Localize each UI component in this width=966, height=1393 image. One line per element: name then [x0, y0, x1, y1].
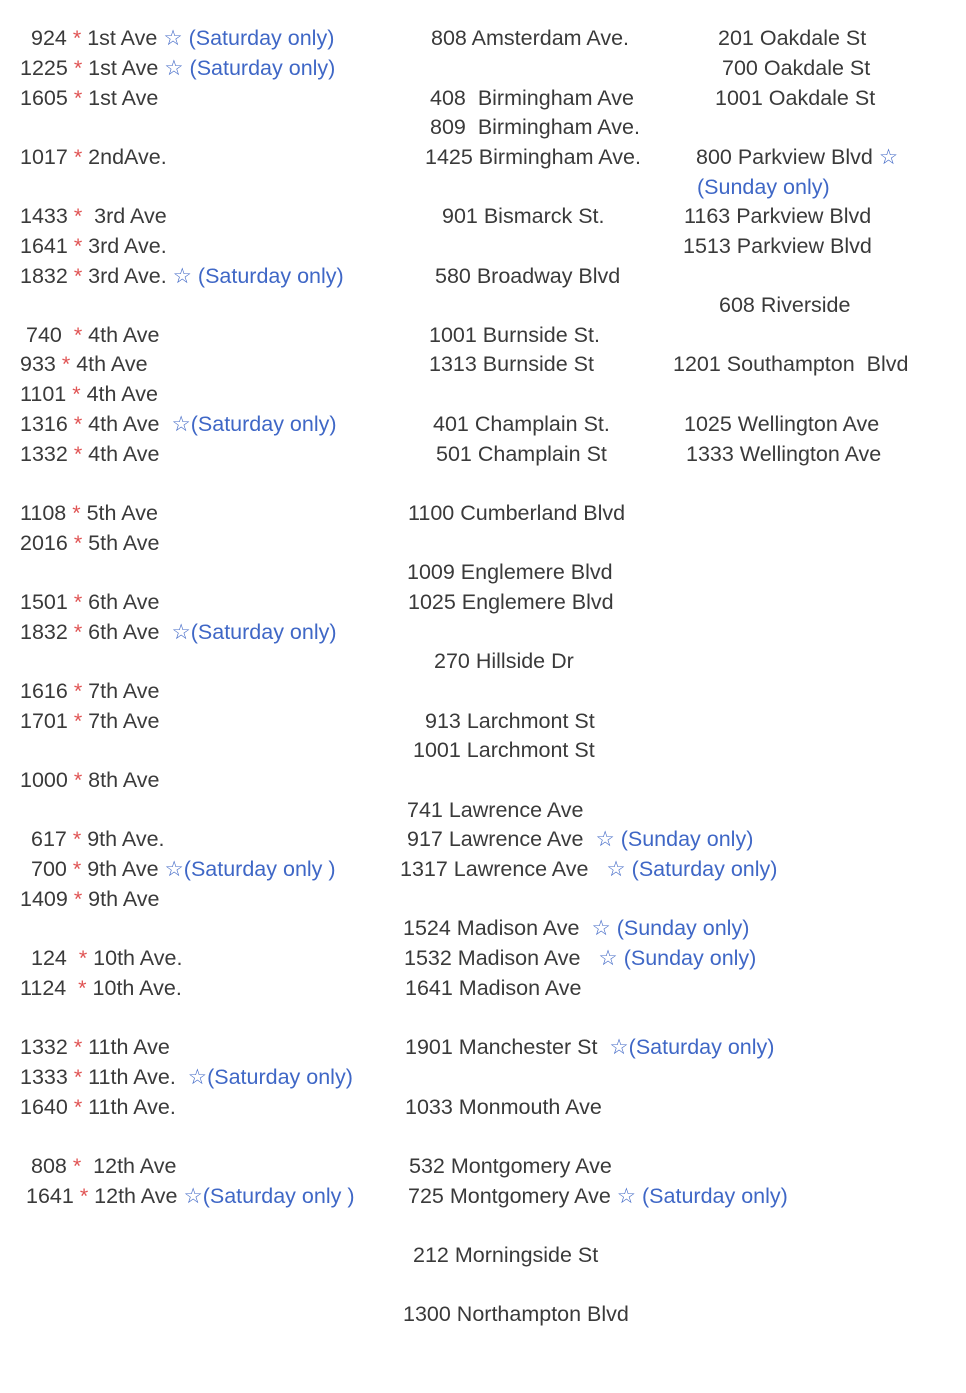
- list-item: 1640 * 11th Ave.: [20, 1095, 176, 1119]
- star-icon: ☆: [583, 827, 621, 851]
- list-item: 1524 Madison Ave ☆ (Sunday only): [403, 916, 750, 940]
- list-item: 1108 * 5th Ave: [20, 501, 158, 525]
- asterisk-icon: *: [67, 264, 89, 288]
- list-item: 725 Montgomery Ave ☆ (Saturday only): [408, 1184, 788, 1208]
- list-item: 1201 Southampton Blvd: [673, 352, 909, 376]
- asterisk-icon: *: [66, 827, 88, 851]
- list-item: 1333 Wellington Ave: [686, 442, 882, 466]
- list-item: 1425 Birmingham Ave.: [425, 145, 641, 169]
- list-item: 608 Riverside: [719, 293, 851, 317]
- list-item: 270 Hillside Dr: [434, 649, 574, 673]
- star-icon: ☆: [159, 620, 191, 644]
- list-item: 1641 * 3rd Ave.: [20, 234, 167, 258]
- list-item: 1501 * 6th Ave: [20, 590, 160, 614]
- star-icon: ☆: [158, 857, 184, 881]
- list-item: 580 Broadway Blvd: [435, 264, 621, 288]
- star-icon: ☆: [166, 264, 198, 288]
- list-item: 408 Birmingham Ave: [430, 86, 634, 110]
- asterisk-icon: *: [66, 857, 88, 881]
- star-icon: ☆: [177, 1184, 203, 1208]
- asterisk-icon: *: [67, 1035, 89, 1059]
- list-item: 617 * 9th Ave.: [31, 827, 165, 851]
- list-item: 917 Lawrence Ave ☆ (Sunday only): [407, 827, 754, 851]
- list-item: 1001 Larchmont St: [413, 738, 595, 762]
- list-item: 1832 * 6th Ave ☆(Saturday only): [20, 620, 337, 644]
- list-item: 212 Morningside St: [413, 1243, 599, 1267]
- list-item: 933 * 4th Ave: [20, 352, 148, 376]
- asterisk-icon: *: [67, 442, 89, 466]
- list-item: 913 Larchmont St: [425, 709, 595, 733]
- star-icon: ☆: [159, 412, 191, 436]
- list-item: 1000 * 8th Ave: [20, 768, 160, 792]
- list-item: 1317 Lawrence Ave ☆ (Saturday only): [400, 857, 778, 881]
- list-item: 700 Oakdale St: [722, 56, 871, 80]
- list-item: 1832 * 3rd Ave. ☆ (Saturday only): [20, 264, 344, 288]
- list-item: 1033 Monmouth Ave: [405, 1095, 602, 1119]
- star-icon: ☆: [597, 1035, 629, 1059]
- star-icon: ☆: [157, 26, 189, 50]
- list-item: 1605 * 1st Ave: [20, 86, 159, 110]
- asterisk-icon: *: [67, 531, 89, 555]
- list-item: 1101 * 4th Ave: [20, 382, 158, 406]
- star-icon: ☆: [175, 1065, 208, 1089]
- star-icon: ☆: [872, 145, 899, 169]
- list-item: 1025 Wellington Ave: [684, 412, 880, 436]
- list-item: 808 Amsterdam Ave.: [431, 26, 629, 50]
- asterisk-icon: *: [61, 323, 89, 347]
- list-item: 1313 Burnside St: [429, 352, 594, 376]
- list-item: 924 * 1st Ave ☆ (Saturday only): [31, 26, 335, 50]
- list-item: 1532 Madison Ave ☆ (Sunday only): [404, 946, 757, 970]
- asterisk-icon: *: [67, 709, 89, 733]
- list-item: 809 Birmingham Ave.: [430, 115, 640, 139]
- asterisk-icon: *: [66, 946, 94, 970]
- list-item: 1332 * 11th Ave: [20, 1035, 170, 1059]
- list-item: 1333 * 11th Ave. ☆(Saturday only): [20, 1065, 353, 1089]
- asterisk-icon: *: [67, 1065, 89, 1089]
- list-item: 1901 Manchester St ☆(Saturday only): [405, 1035, 775, 1059]
- list-item: 1332 * 4th Ave: [20, 442, 160, 466]
- asterisk-icon: *: [67, 145, 89, 169]
- list-item: 1124 * 10th Ave.: [20, 976, 182, 1000]
- asterisk-icon: *: [67, 1095, 89, 1119]
- asterisk-icon: *: [66, 501, 87, 525]
- asterisk-icon: *: [73, 1184, 95, 1208]
- list-item: 1025 Englemere Blvd: [408, 590, 614, 614]
- asterisk-icon: *: [66, 976, 93, 1000]
- list-item: 124 * 10th Ave.: [31, 946, 183, 970]
- list-item: 1616 * 7th Ave: [20, 679, 160, 703]
- list-item: (Sunday only): [697, 175, 830, 199]
- list-item: 1300 Northampton Blvd: [403, 1302, 629, 1326]
- list-item: 401 Champlain St.: [433, 412, 610, 436]
- asterisk-icon: *: [67, 620, 89, 644]
- list-item: 808 * 12th Ave: [31, 1154, 177, 1178]
- list-item: 1316 * 4th Ave ☆(Saturday only): [20, 412, 337, 436]
- star-icon: ☆: [610, 1184, 643, 1208]
- star-icon: ☆: [588, 857, 632, 881]
- asterisk-icon: *: [67, 768, 89, 792]
- list-item: 532 Montgomery Ave: [409, 1154, 612, 1178]
- asterisk-icon: *: [67, 679, 89, 703]
- list-item: 1513 Parkview Blvd: [683, 234, 872, 258]
- list-item: 901 Bismarck St.: [442, 204, 605, 228]
- list-item: 1641 Madison Ave: [405, 976, 582, 1000]
- list-item: 201 Oakdale St: [718, 26, 867, 50]
- asterisk-icon: *: [67, 887, 89, 911]
- asterisk-icon: *: [67, 204, 95, 228]
- list-item: 1017 * 2ndAve.: [20, 145, 167, 169]
- asterisk-icon: *: [67, 56, 89, 80]
- list-item: 1009 Englemere Blvd: [407, 560, 613, 584]
- list-item: 1641 * 12th Ave ☆(Saturday only ): [26, 1184, 355, 1208]
- list-item: 1225 * 1st Ave ☆ (Saturday only): [20, 56, 336, 80]
- asterisk-icon: *: [66, 26, 88, 50]
- list-item: 800 Parkview Blvd ☆: [696, 145, 899, 169]
- list-item: 1001 Burnside St.: [429, 323, 600, 347]
- list-item: 741 Lawrence Ave: [407, 798, 584, 822]
- asterisk-icon: *: [66, 382, 87, 406]
- list-item: 501 Champlain St: [436, 442, 607, 466]
- list-item: 1163 Parkview Blvd: [684, 204, 872, 228]
- asterisk-icon: *: [55, 352, 77, 376]
- star-icon: ☆: [579, 916, 617, 940]
- list-item: 1701 * 7th Ave: [20, 709, 160, 733]
- asterisk-icon: *: [67, 412, 89, 436]
- list-item: 740 * 4th Ave: [26, 323, 160, 347]
- list-item: 2016 * 5th Ave: [20, 531, 160, 555]
- star-icon: ☆: [580, 946, 624, 970]
- star-icon: ☆: [158, 56, 190, 80]
- list-item: 1100 Cumberland Blvd: [408, 501, 626, 525]
- list-item: 700 * 9th Ave ☆(Saturday only ): [31, 857, 336, 881]
- asterisk-icon: *: [67, 234, 89, 258]
- asterisk-icon: *: [67, 86, 89, 110]
- list-item: 1433 * 3rd Ave: [20, 204, 167, 228]
- asterisk-icon: *: [66, 1154, 94, 1178]
- asterisk-icon: *: [67, 590, 89, 614]
- list-item: 1001 Oakdale St: [715, 86, 876, 110]
- list-item: 1409 * 9th Ave: [20, 887, 160, 911]
